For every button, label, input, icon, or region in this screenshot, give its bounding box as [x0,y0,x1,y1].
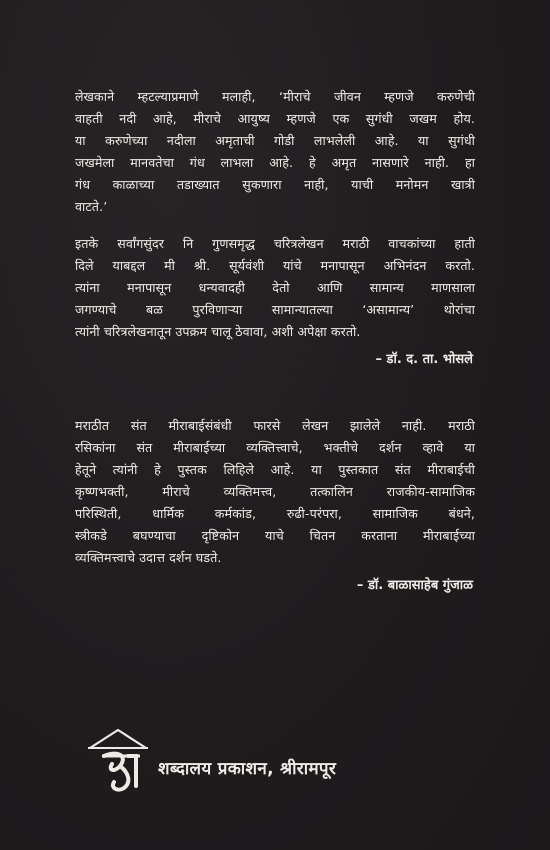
paragraph-line: रसिकांना संत मीराबाईच्या व्यक्तित्त्वाचे, भक्तीचे दर्शन व्हावे या [75,440,475,455]
paragraph-2 [75,233,475,343]
paragraph-line: गंध काळाच्या तडाख्यात सुकणारा नाही, याची मनोमन खात्री [75,177,475,192]
blurb-content [75,86,475,597]
paragraph-line: स्त्रीकडे बघण्याचा दृष्टिकोन याचे चितन करताना मीराबाईच्या [75,528,475,543]
paragraph-line: इतके सर्वांगसुंदर नि गुणसमृद्ध चरित्रलेखन मराठी वाचकांच्या हाती [75,236,475,251]
paragraph-line: लेखकाने म्हटल्याप्रमाणे मलाही, ‘मीराचे जीवन म्हणजे करुणेची [75,89,475,104]
paragraph-gap [75,218,475,233]
paragraph-3 [75,415,475,569]
paragraph-line: व्यक्तिमत्त्वाचे उदात्त दर्शन घडते. [75,550,222,565]
paragraph-line: मराठीत संत मीराबाईसंबंधी फारसे लेखन झालेले नाही. मराठी [75,418,475,433]
paragraph-line: हेतूने त्यांनी हे पुस्तक लिहिले आहे. या पुस्तकात संत मीराबाईची [75,462,475,477]
paragraph-line: वाटते.’ [75,199,108,214]
paragraph-line: परिस्थिती, धार्मिक कर्मकांड, रुढी-परंपरा, सामाजिक बंधने, [75,506,475,521]
paragraph-1 [75,86,475,218]
paragraph-line: वाहती नदी आहे, मीराचे आयुष्य म्हणजे एक सुगंधी जखम होय. [75,111,475,126]
signature-bhosale: – डॉ. द. ता. भोसले [375,352,473,367]
paragraph-line: जखमेला मानवतेचा गंध लाभला आहे. हे अमृत नासणारे नाही. हा [75,155,475,170]
publisher-block [84,726,404,796]
paragraph-line: त्यांना मनापासून धन्यवादही देतो आणि सामान्य माणसाला [75,280,475,295]
section-gap [75,371,475,415]
signature-gunjal: – डॉ. बाळासाहेब गुंजाळ [356,578,473,593]
paragraph-line: त्यांनी चरित्रलेखनातून उपक्रम चालू ठेवावा, अशी अपेक्षा करतो. [75,324,361,339]
paragraph-line: कृष्णभक्ती, मीराचे व्यक्तिमत्त्व, तत्कालिन राजकीय-सामाजिक [75,484,475,499]
paragraph-line: जगण्याचे बळ पुरविणाऱ्या सामान्यातल्या ‘असामान्य’ थोरांचा [75,302,475,317]
publisher-name: शब्दालय प्रकाशन, श्रीरामपूर [158,759,337,779]
paragraph-line: या करुणेच्या नदीला अमृताची गोडी लाभलेली आहे. या सुगंधी [75,133,475,148]
paragraph-line: दिले याबद्दल मी श्री. सूर्यवंशी यांचे मनापासून अभिनंदन करतो. [75,258,475,273]
shabdalay-logo-icon [84,726,152,794]
